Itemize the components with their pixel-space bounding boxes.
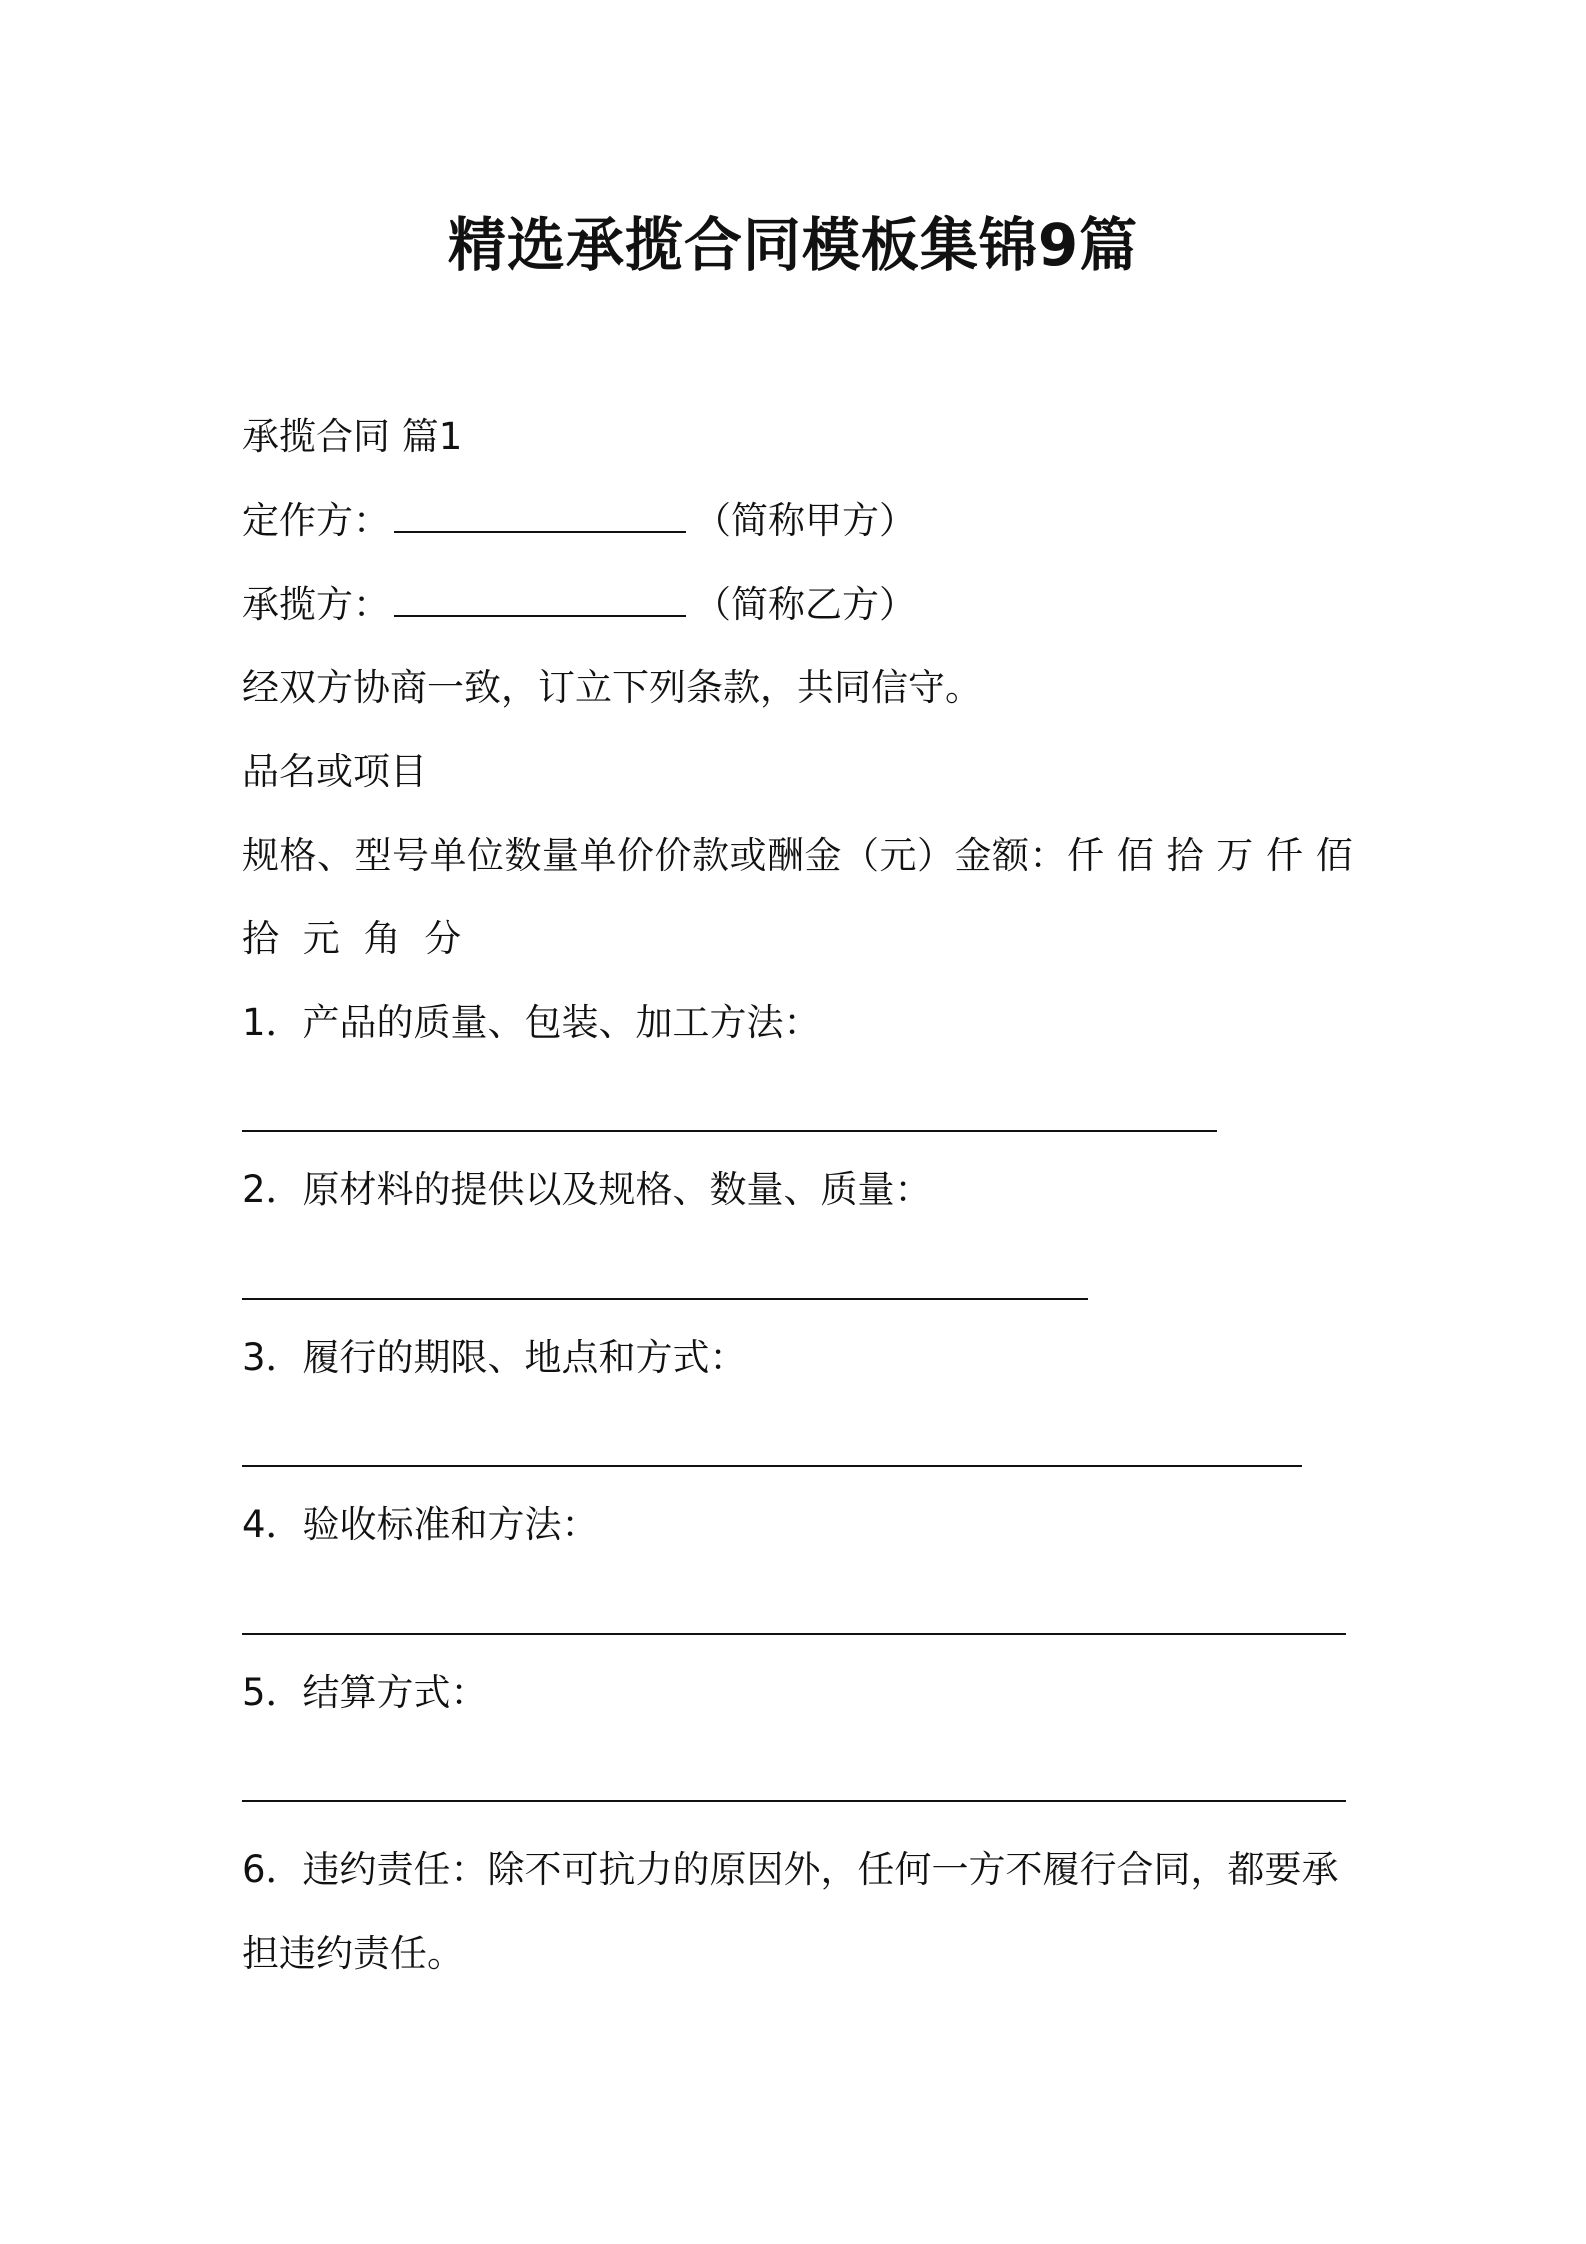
intro-text: 经双方协商一致，订立下列条款，共同信守。 (242, 666, 982, 709)
clause-4-blank (242, 1633, 1346, 1635)
clause-5: 5．结算方式： (242, 1671, 488, 1714)
clause-6-line-1: 6．违约责任：除不可抗力的原因外，任何一方不履行合同，都要承 (242, 1848, 1339, 1891)
section-heading: 承揽合同 篇1 (242, 415, 463, 458)
item-name: 品名或项目 (242, 750, 427, 793)
clause-5-blank (242, 1800, 1346, 1802)
page-title: 精选承揽合同模板集锦9篇 (447, 211, 1139, 279)
spec-line: 规格、型号单位数量单价价款或酬金（元）金额：仟 佰 拾 万 仟 佰 (242, 834, 1354, 877)
party-a-row (242, 496, 916, 546)
party-a-note: （简称甲方） (694, 499, 916, 542)
clause-1-blank (242, 1130, 1217, 1132)
party-a-label: 定作方： (242, 499, 390, 542)
clause-2-blank (242, 1298, 1088, 1300)
party-b-row (242, 580, 916, 630)
clause-6-line-2: 担违约责任。 (242, 1932, 464, 1975)
clause-3-blank (242, 1465, 1302, 1467)
party-a-blank (394, 501, 686, 533)
clause-4: 4．验收标准和方法： (242, 1503, 599, 1546)
spec-line-cont: 拾 元 角 分 (242, 917, 468, 960)
clause-2: 2．原材料的提供以及规格、数量、质量： (242, 1168, 932, 1211)
clause-1: 1．产品的质量、包装、加工方法： (242, 1001, 821, 1044)
party-b-label: 承揽方： (242, 583, 390, 626)
clause-3: 3．履行的期限、地点和方式： (242, 1336, 747, 1379)
party-b-note: （简称乙方） (694, 583, 916, 626)
party-b-blank (394, 585, 686, 617)
